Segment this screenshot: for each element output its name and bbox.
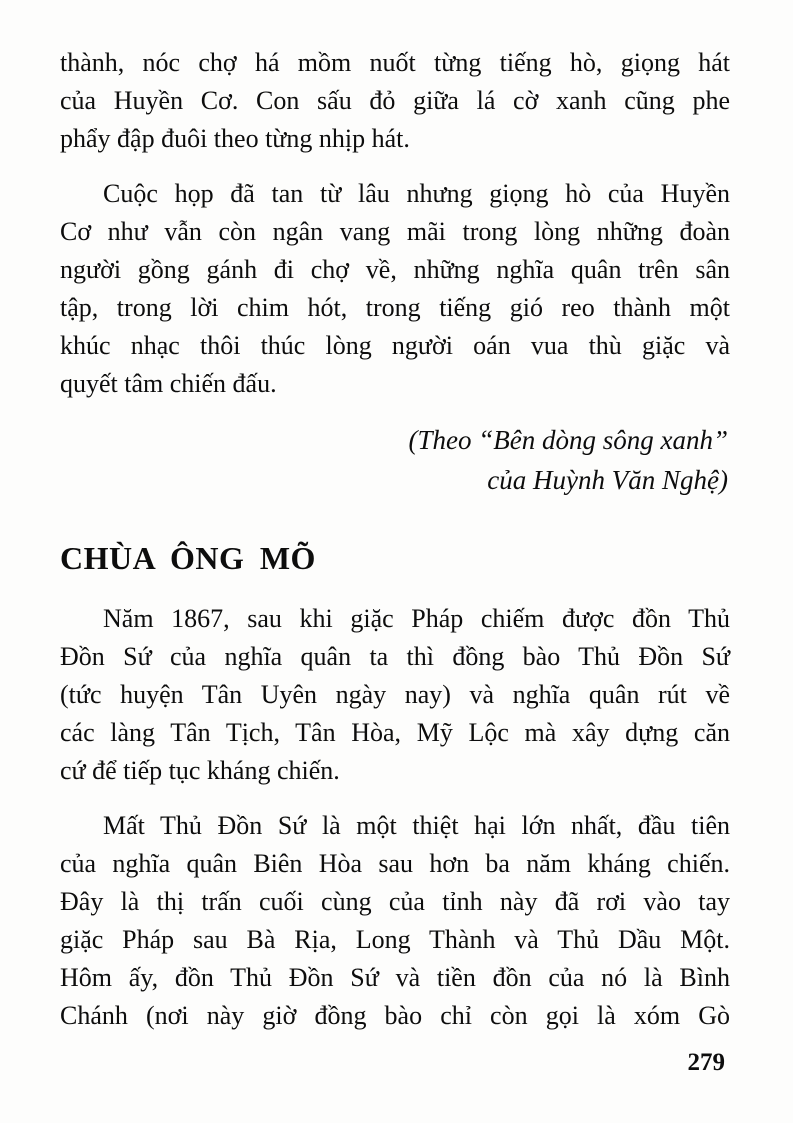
page-number: 279 [687,1049,725,1076]
paragraph [60,807,730,1035]
attribution [60,420,730,500]
paragraph-line: Đồn Sứ của nghĩa quân ta thì đồng bào Thủ Đồn Sứ [60,642,730,671]
paragraph-line: các làng Tân Tịch, Tân Hòa, Mỹ Lộc mà xây dựng căn [60,718,730,747]
section-heading: CHÙA ÔNG MÕ [60,540,316,576]
paragraph-line: Chánh (nơi này giờ đồng bào chỉ còn gọi là xóm Gò [60,1001,730,1030]
paragraph-line: Cuộc họp đã tan từ lâu nhưng giọng hò của Huyền [103,179,730,208]
paragraph-line: người gồng gánh đi chợ về, những nghĩa quân trên sân [60,255,730,284]
page-content [60,44,730,1052]
paragraph-line: cứ để tiếp tục kháng chiến. [60,756,340,785]
paragraph-line: Năm 1867, sau khi giặc Pháp chiếm được đồn Thủ [103,604,730,633]
attribution-line: của Huỳnh Văn Nghệ) [487,465,728,495]
paragraph-line: giặc Pháp sau Bà Rịa, Long Thành và Thủ Dầu Một. [60,925,730,954]
paragraph-line: khúc nhạc thôi thúc lòng người oán vua thù giặc và [60,331,730,360]
paragraph-line: quyết tâm chiến đấu. [60,369,277,398]
paragraph-line: của Huyền Cơ. Con sấu đỏ giữa lá cờ xanh cũng phe [60,86,730,115]
paragraph-line: thành, nóc chợ há mồm nuốt từng tiếng hò, giọng hát [60,48,730,77]
paragraph-line: Mất Thủ Đồn Sứ là một thiệt hại lớn nhất, đầu tiên [103,811,730,840]
paragraph [60,600,730,790]
paragraph-line: Đây là thị trấn cuối cùng của tỉnh này đã rơi vào tay [60,887,730,916]
paragraph [60,175,730,403]
paragraph-line: phẩy đập đuôi theo từng nhịp hát. [60,124,410,153]
paragraph-line: tập, trong lời chim hót, trong tiếng gió reo thành một [60,293,730,322]
attribution-line: (Theo “Bên dòng sông xanh” [408,425,728,455]
paragraph-line: Hôm ấy, đồn Thủ Đồn Sứ và tiền đồn của nó là Bình [60,963,730,992]
paragraph-line: (tức huyện Tân Uyên ngày nay) và nghĩa quân rút về [60,680,730,709]
paragraph [60,44,730,158]
paragraph-line: Cơ như vẫn còn ngân vang mãi trong lòng những đoàn [60,217,730,246]
paragraph-line: của nghĩa quân Biên Hòa sau hơn ba năm kháng chiến. [60,849,730,878]
